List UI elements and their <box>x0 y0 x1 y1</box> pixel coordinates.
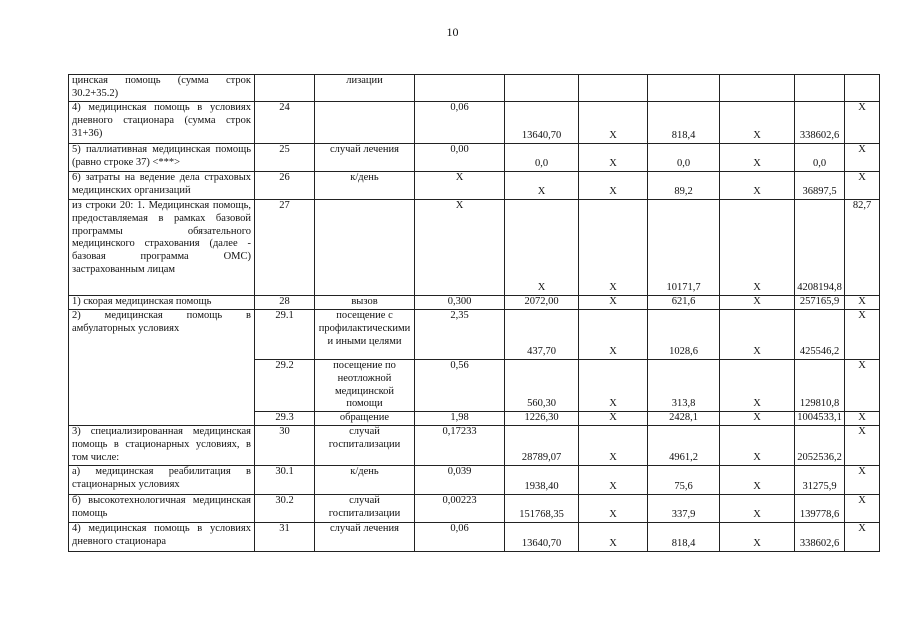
cell-cost: 1226,30 <box>505 412 579 426</box>
cell-x: X <box>579 102 648 144</box>
unit-cell: случай лечения <box>315 523 415 552</box>
row-number: 24 <box>255 102 315 144</box>
cell-per-capita: 10171,7 <box>648 200 720 296</box>
unit-cell: вызов <box>315 296 415 310</box>
cell-total: 425546,2 <box>795 310 845 360</box>
cell-share: X <box>845 172 880 200</box>
row-number: 25 <box>255 144 315 172</box>
page-number: 10 <box>446 25 459 39</box>
cell-share: X <box>845 495 880 523</box>
cell-cost: 2072,00 <box>505 296 579 310</box>
cell-x: X <box>579 296 648 310</box>
cell-cost: 13640,70 <box>505 523 579 552</box>
cell-total: 129810,8 <box>795 360 845 412</box>
cell-per-capita: 75,6 <box>648 466 720 495</box>
cell-x: X <box>579 466 648 495</box>
cell-cost: 437,70 <box>505 310 579 360</box>
data-table <box>68 74 880 552</box>
cell-x: X <box>720 102 795 144</box>
cell-per-capita: 818,4 <box>648 102 720 144</box>
row-description: 6) затраты на ведение дела страховых медицинских организаций <box>69 172 255 200</box>
cell-norm: 0,039 <box>415 466 505 495</box>
cell-norm: 0,06 <box>415 102 505 144</box>
cell-x: X <box>720 466 795 495</box>
row-number: 30.2 <box>255 495 315 523</box>
cell-share: X <box>845 296 880 310</box>
unit-cell: посещение с профилактическими и иными целями <box>315 310 415 360</box>
cell-x: X <box>720 426 795 466</box>
row-description: 1) скорая медицинская помощь <box>69 296 255 310</box>
cell-total <box>795 75 845 102</box>
row-number: 30 <box>255 426 315 466</box>
cell-share: X <box>845 426 880 466</box>
row-description: 4) медицинская помощь в условиях дневного стационара (сумма строк 31+36) <box>69 102 255 144</box>
unit-cell: случай госпитализации <box>315 426 415 466</box>
cell-x: X <box>720 144 795 172</box>
row-number: 31 <box>255 523 315 552</box>
cell-x: X <box>720 200 795 296</box>
table-row <box>69 172 880 200</box>
cell-share: X <box>845 360 880 412</box>
unit-cell: случай лечения <box>315 144 415 172</box>
cell-per-capita <box>648 75 720 102</box>
cell-total: 36897,5 <box>795 172 845 200</box>
cell-norm: 0,300 <box>415 296 505 310</box>
cell-x: X <box>579 172 648 200</box>
cell-x: X <box>579 495 648 523</box>
cell-norm: 0,56 <box>415 360 505 412</box>
table-row <box>69 426 880 466</box>
cell-x <box>579 75 648 102</box>
table-row <box>69 144 880 172</box>
row-number: 26 <box>255 172 315 200</box>
cell-share: X <box>845 102 880 144</box>
cell-cost: 28789,07 <box>505 426 579 466</box>
cell-cost: 13640,70 <box>505 102 579 144</box>
row-number: 27 <box>255 200 315 296</box>
cell-share <box>845 75 880 102</box>
cell-share: X <box>845 466 880 495</box>
cell-norm: 2,35 <box>415 310 505 360</box>
cell-per-capita: 337,9 <box>648 495 720 523</box>
unit-cell: к/день <box>315 172 415 200</box>
cell-share: 82,7 <box>845 200 880 296</box>
cell-cost: 151768,35 <box>505 495 579 523</box>
cell-share: X <box>845 144 880 172</box>
cell-total: 338602,6 <box>795 102 845 144</box>
cell-norm <box>415 75 505 102</box>
cell-total: 2052536,2 <box>795 426 845 466</box>
cell-per-capita: 89,2 <box>648 172 720 200</box>
row-description: 5) паллиативная медицинская помощь (равно строке 37) <***> <box>69 144 255 172</box>
cell-share: X <box>845 523 880 552</box>
row-description: 4) медицинская помощь в условиях дневного стационара <box>69 523 255 552</box>
cell-x: X <box>579 310 648 360</box>
cell-x: X <box>720 495 795 523</box>
row-number: 29.2 <box>255 360 315 412</box>
unit-cell: лизации <box>315 75 415 102</box>
cell-share: X <box>845 412 880 426</box>
cell-x: X <box>720 172 795 200</box>
cell-x: X <box>579 144 648 172</box>
cell-norm: 0,00223 <box>415 495 505 523</box>
row-description: б) высокотехнологичная медицинская помощь <box>69 495 255 523</box>
cell-cost <box>505 75 579 102</box>
row-description: а) медицинская реабилитация в стационарных условиях <box>69 466 255 495</box>
cell-norm: 0,17233 <box>415 426 505 466</box>
cell-x: X <box>720 360 795 412</box>
row-number: 29.3 <box>255 412 315 426</box>
cell-x: X <box>579 360 648 412</box>
cell-total: 0,0 <box>795 144 845 172</box>
cell-per-capita: 2428,1 <box>648 412 720 426</box>
unit-cell: к/день <box>315 466 415 495</box>
table-row <box>69 495 880 523</box>
table-row <box>69 296 880 310</box>
cell-share: X <box>845 310 880 360</box>
unit-cell: посещение по неотложной медицинской помощи <box>315 360 415 412</box>
cell-x: X <box>579 426 648 466</box>
unit-cell <box>315 102 415 144</box>
table-row <box>69 310 880 360</box>
table-row <box>69 200 880 296</box>
cell-x: X <box>720 523 795 552</box>
cell-x: X <box>720 310 795 360</box>
cell-norm: 0,06 <box>415 523 505 552</box>
cell-total: 1004533,1 <box>795 412 845 426</box>
cell-cost: 0,0 <box>505 144 579 172</box>
cell-x: X <box>579 523 648 552</box>
table-row <box>69 75 880 102</box>
cell-x: X <box>720 296 795 310</box>
row-number <box>255 75 315 102</box>
row-description: 3) специализированная медицинская помощь в стационарных условиях, в том числе: <box>69 426 255 466</box>
row-description: 2) медицинская помощь в амбулаторных условиях <box>69 310 255 426</box>
cell-x: X <box>579 200 648 296</box>
cell-per-capita: 818,4 <box>648 523 720 552</box>
cell-cost: 1938,40 <box>505 466 579 495</box>
cell-norm: X <box>415 200 505 296</box>
cell-cost: 560,30 <box>505 360 579 412</box>
row-description: цинская помощь (сумма строк 30.2+35.2) <box>69 75 255 102</box>
cell-norm: 0,00 <box>415 144 505 172</box>
cell-x <box>720 75 795 102</box>
table-row <box>69 102 880 144</box>
cell-total: 257165,9 <box>795 296 845 310</box>
cell-per-capita: 621,6 <box>648 296 720 310</box>
cell-x: X <box>579 412 648 426</box>
table-row <box>69 466 880 495</box>
row-description: из строки 20: 1. Медицинская помощь, предоставляемая в рамках базовой программы обязательного медицинского страхования (далее - базовая программа ОМС) застрахованным лицам <box>69 200 255 296</box>
cell-total: 4208194,8 <box>795 200 845 296</box>
cell-per-capita: 0,0 <box>648 144 720 172</box>
cell-per-capita: 313,8 <box>648 360 720 412</box>
cell-cost: X <box>505 172 579 200</box>
cell-total: 139778,6 <box>795 495 845 523</box>
row-number: 30.1 <box>255 466 315 495</box>
cell-per-capita: 4961,2 <box>648 426 720 466</box>
cell-total: 31275,9 <box>795 466 845 495</box>
table-row <box>69 523 880 552</box>
cell-x: X <box>720 412 795 426</box>
row-number: 29.1 <box>255 310 315 360</box>
unit-cell <box>315 200 415 296</box>
row-number: 28 <box>255 296 315 310</box>
cell-norm: 1,98 <box>415 412 505 426</box>
cell-norm: X <box>415 172 505 200</box>
cell-total: 338602,6 <box>795 523 845 552</box>
cell-cost: X <box>505 200 579 296</box>
cell-per-capita: 1028,6 <box>648 310 720 360</box>
unit-cell: случай госпитализации <box>315 495 415 523</box>
unit-cell: обращение <box>315 412 415 426</box>
